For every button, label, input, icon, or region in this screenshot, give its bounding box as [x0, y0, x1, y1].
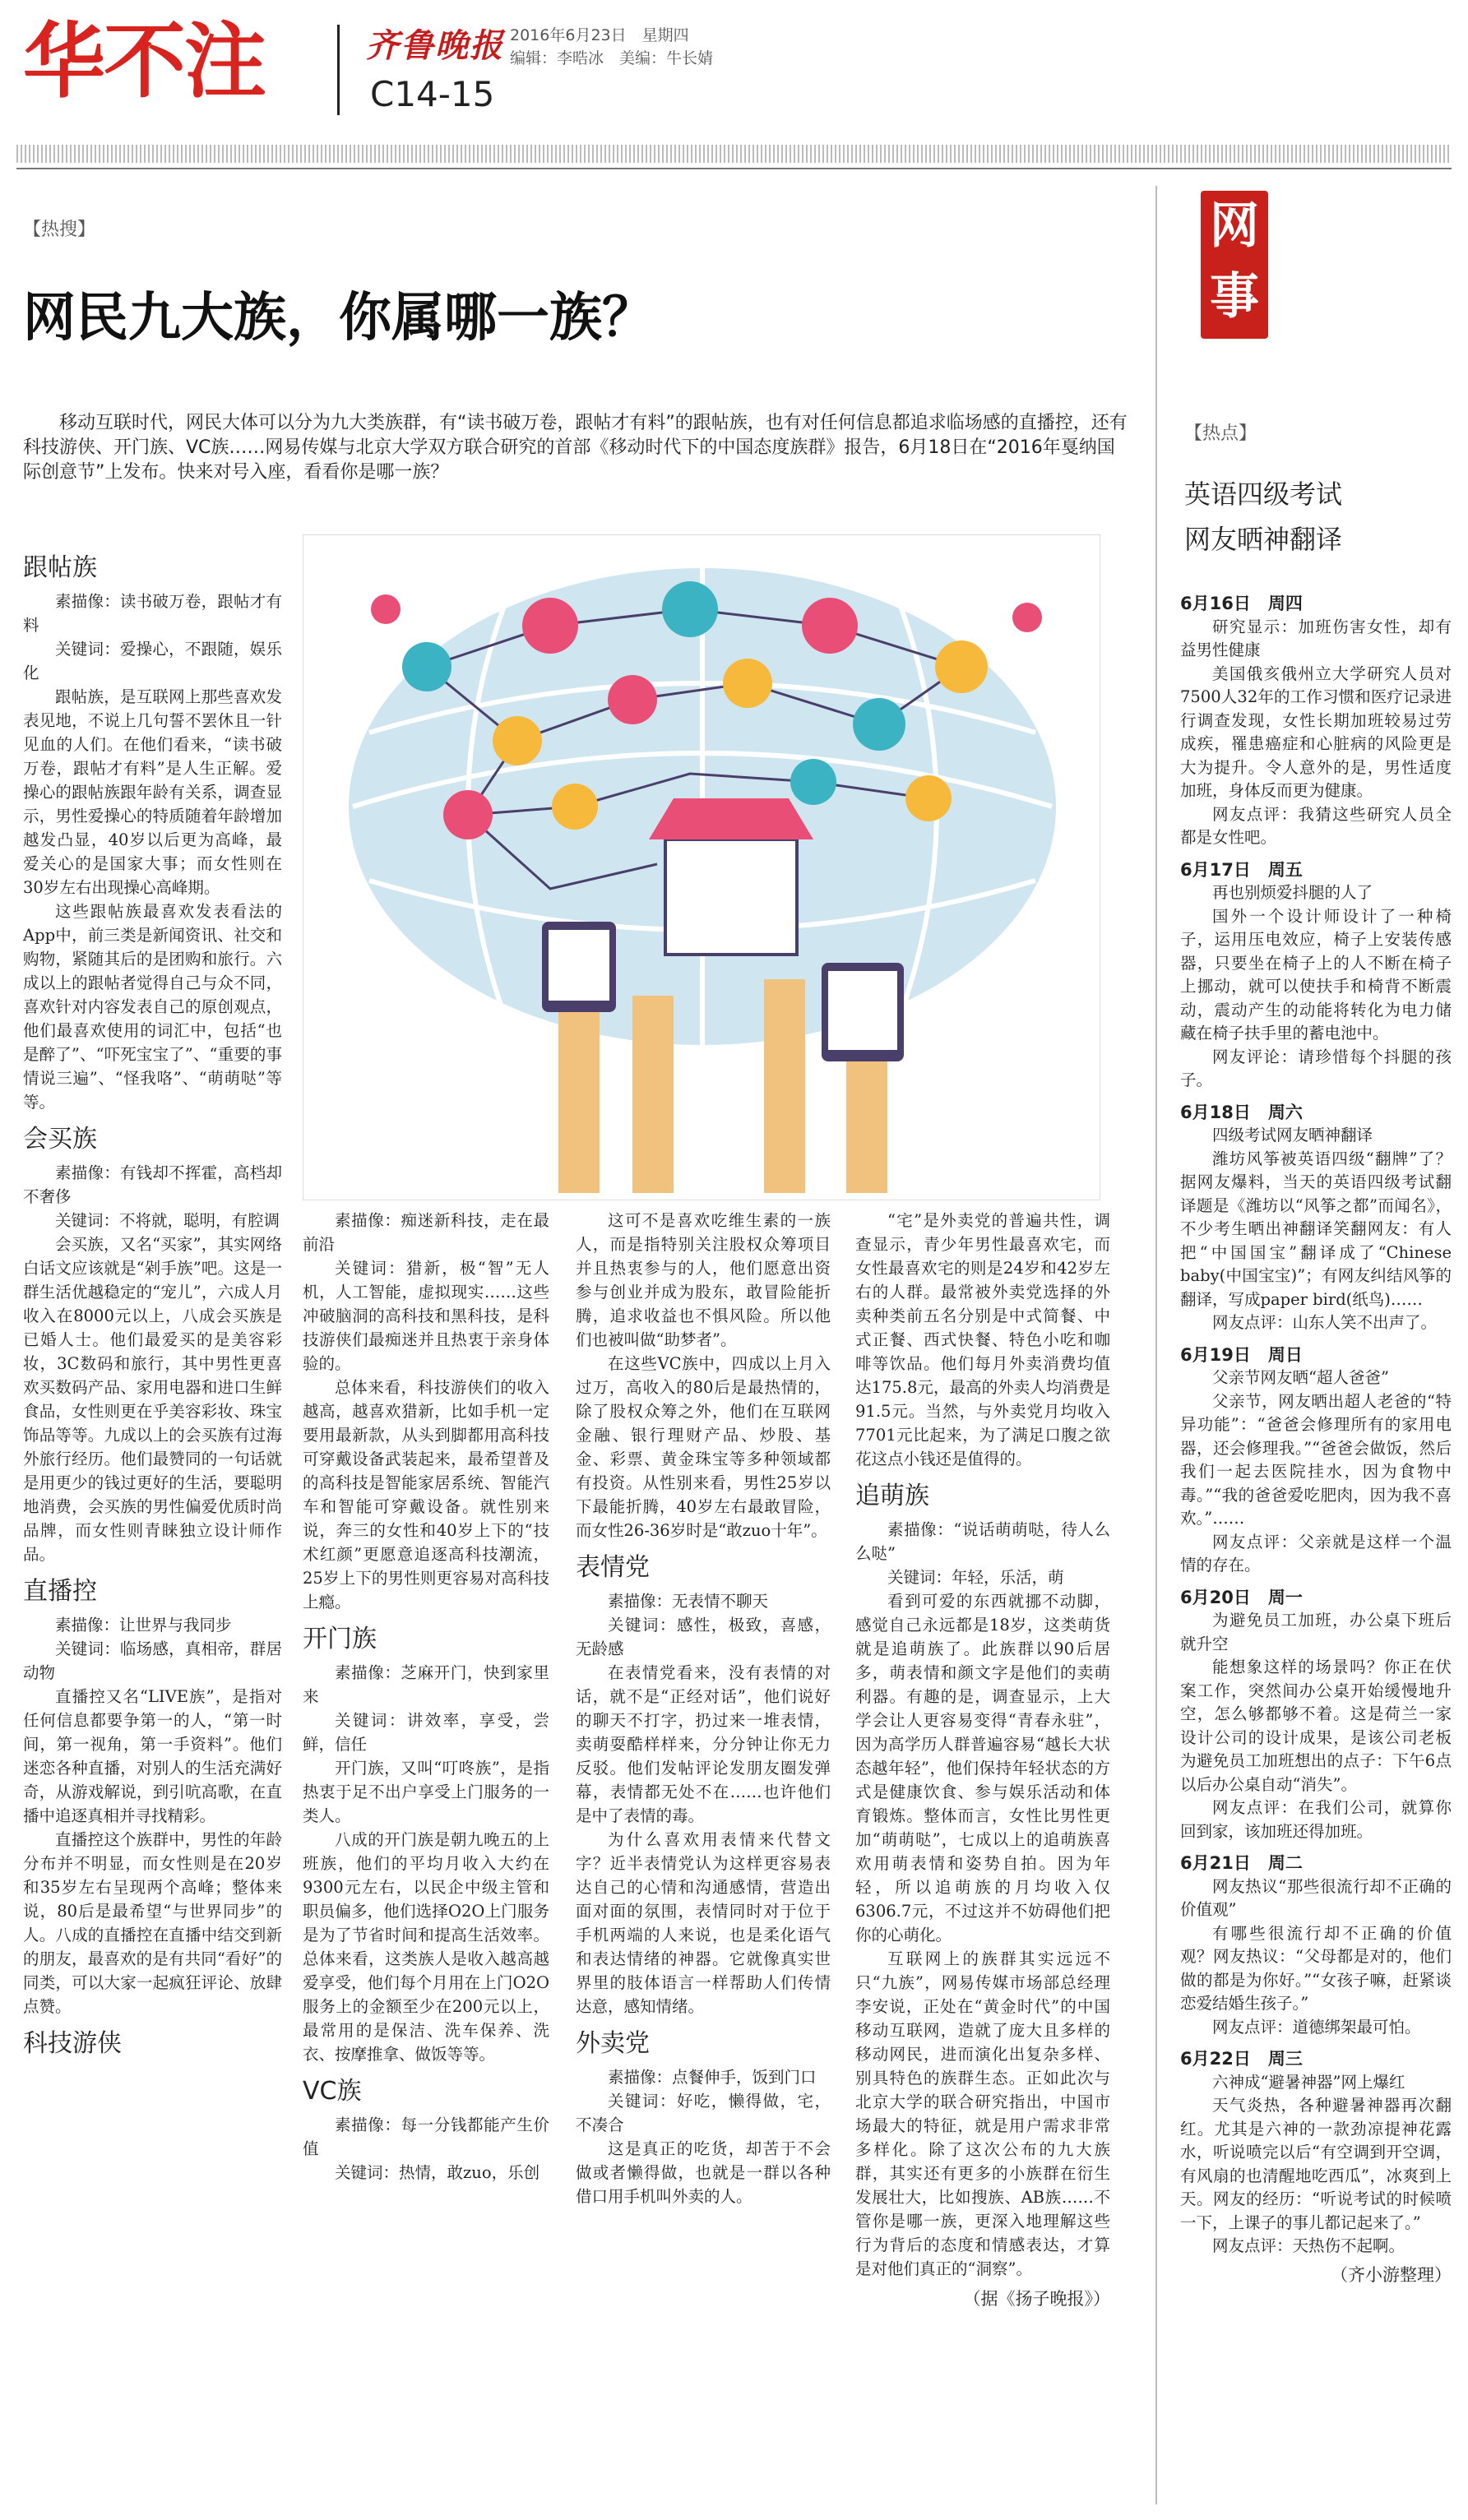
section-title: VC族 [303, 2077, 362, 2106]
entry-body: 父亲节，网友晒出超人老爸的“特异功能”：“爸爸会修理所有的家用电器，还会修理我。”“爸爸会做饭，然后我们一起去医院挂水，因为食物中毒。”“我的爸爸爱吃肥肉，因为我不喜欢。”…… [1180, 1391, 1452, 1528]
entry-head: 为避免员工加班，办公桌下班后就升空 [1180, 1611, 1452, 1653]
entry-head: 研究显示：加班伤害女性，却有益男性健康 [1180, 617, 1452, 659]
section-title: 开门族 [303, 1625, 377, 1653]
entry-date: 6月16日 周四 [1180, 594, 1303, 613]
entry-head: 四级考试网友晒神翻译 [1212, 1126, 1373, 1144]
paragraph: 为什么喜欢用表情来代替文字？近半表情党认为这样更容易表达自己的心情和沟通感情，营造出面对面的氛围，表情同时对于位于手机两端的人来说，也是柔化语气和表达情绪的神器。它就像真实世界里的肢体语言一样帮助人们传情达意，感知情绪。 [576, 1830, 831, 2016]
paragraph: 素描像：让世界与我同步 [55, 1616, 232, 1635]
section-title: 会买族 [23, 1125, 97, 1154]
sidebar-title-line-2: 网友晒神翻译 [1184, 524, 1343, 555]
paragraph: 直播控这个族群中，男性的年龄分布并不明显，而女性则是在20岁和35岁左右呈现两个高峰；整体来说，80后是最希望“与世界同步”的人。八成的直播控在直播中结交到新的朋友，最喜欢的是有共同“看好”的同类，可以大家一起疯狂评论、放肆点赞。 [23, 1830, 282, 2016]
section-title: 科技游侠 [23, 2029, 122, 2058]
paragraph: 素描像：无表情不聊天 [608, 1592, 769, 1611]
paragraph: 关键词：讲效率，享受，尝鲜，信任 [303, 1711, 549, 1754]
editors: 编辑：李晧冰 美编：牛长婧 [510, 49, 714, 67]
entry-date: 6月22日 周三 [1180, 2049, 1303, 2069]
paragraph: 素描像：读书破万卷，跟帖才有料 [23, 592, 282, 635]
paragraph: “宅”是外卖党的普遍共性，调查显示，青少年男性最喜欢宅，而女性最喜欢宅的则是24岁和42岁左右的人群。最常被外卖党选择的外卖种类前五名分别是中式简餐、中式正餐、西式快餐、特色小吃和咖啡等饮品。他们每月外卖消费均值达175.8元，最高的外卖人均消费是91.5元。当然，与外卖党月均收入7701元比起来，为了满足口腹之欲花这点小钱还是值得的。 [855, 1211, 1110, 1468]
article-credit: （据《扬子晚报》） [963, 2289, 1110, 2309]
masthead-rule [16, 145, 1452, 163]
paragraph: 关键词：年轻，乐活，萌 [887, 1568, 1064, 1587]
paragraph: 关键词：爱操心，不跟随，娱乐化 [23, 640, 282, 682]
sidebar-entries [1180, 584, 1452, 2286]
paragraph: 总体来看，科技游侠们的收入越高，越喜欢猎新，比如手机一定要用最新款，从头到脚都用高科技可穿戴设备武装起来，最希望普及的高科技是智能家居系统、智能汽车和智能可穿戴设备。就性别来说，奔三的女性和40岁上下的“技术红颜”更愿意追逐高科技潮流，25岁上下的男性则更容易对高科技上瘾。 [303, 1378, 549, 1611]
entry-comment: 网友点评：父亲就是这样一个温情的存在。 [1180, 1532, 1452, 1574]
sidebar-entry [1180, 1101, 1452, 1335]
issue-date: 2016年6月23日 星期四 [510, 26, 689, 44]
article-column-4 [855, 1209, 1110, 2311]
lead-paragraph: 移动互联时代，网民大体可以分为九大类族群，有“读书破万卷，跟帖才有料”的跟帖族，也有对任何信息都追求临场感的直播控，还有科技游侠、开门族、VC族……网易传媒与北京大学双方联合研究的首部《移动时代下的中国态度族群》报告，6月18日在“2016年戛纳国际创意节”上发布。快来对号入座，看看你是哪一族？ [23, 413, 1128, 483]
entry-head: 六神成“避暑神器”网上爆红 [1212, 2072, 1405, 2092]
paragraph: 互联网上的族群其实远远不只“九族”，网易传媒市场部总经理李安说，正处在“黄金时代”的中国移动互联网，造就了庞大且多样的移动网民，进而演化出复杂多样、别具特色的族群生态。正如此次与北京大学的联合研究指出，中国市场最大的特征，就是用户需求非常多样化。除了这次公布的九大族群，其实还有更多的小族群在衍生发展壮大，比如搜族、AB族……不管你是哪一族，更深入地理解这些行为背后的态度和情感表达，才算是对他们真正的“洞察”。 [855, 1949, 1110, 2278]
entry-body: 美国俄亥俄州立大学研究人员对7500人32年的工作习惯和医疗记录进行调查发现，女性长期加班较易过劳成疾，罹患癌症和心脏病的风险更是大为提升。令人意外的是，男性适度加班，身体反而更为健康。 [1180, 664, 1452, 800]
entry-body: 国外一个设计师设计了一种椅子，运用压电效应，椅子上安装传感器，只要坐在椅子上的人不断在椅子上挪动，就可以使扶手和椅背不断震动，震动产生的动能将转化为电力储藏在椅子扶手里的蓄电池中。 [1180, 906, 1452, 1043]
sidebar-tag: 【热点】 [1184, 423, 1257, 444]
masthead-divider [337, 25, 340, 115]
paragraph: 关键词：猎新，极“智”无人机，人工智能，虚拟现实……这些冲破脑洞的高科技和黑科技，是科技游侠们最痴迷并且热衷于亲身体验的。 [303, 1259, 549, 1373]
entry-comment: 网友点评：我猜这些研究人员全都是女性吧。 [1180, 804, 1452, 847]
paragraph: 素描像：芝麻开门，快到家里来 [303, 1663, 549, 1706]
entry-body: 潍坊风筝被英语四级“翻牌”了？据网友爆料，当天的英语四级考试翻译题是《潍坊以“风筝之都”而闻名》，不少考生晒出神翻译笑翻网友：有人把“中国国宝”翻译成了“Chinese baby(中国宝宝)”；有网友纠结风筝的翻译，写成paper bird(纸鸟)…… [1180, 1149, 1452, 1309]
paragraph: 开门族，又叫“叮咚族”，是指热衷于足不出户享受上门服务的一类人。 [303, 1759, 549, 1825]
masthead-rule-line [16, 168, 1452, 169]
paragraph: 直播控又名“LIVE族”，是指对任何信息都要争第一的人，“第一时间，第一视角，第一手资料”。他们迷恋各种直播，对别人的生活充满好奇，从游戏解说，到引吭高歌，在直播中追逐真相并寻找精彩。 [23, 1687, 282, 1825]
sidebar-entry [1180, 1343, 1452, 1578]
paragraph: 在这些VC族中，四成以上月入过万，高收入的80后是最热情的，除了股权众筹之外，他们在互联网金融、银行理财产品、炒股、基金、彩票、黄金珠宝等多种领域都有投资。从性别来看，男性25岁以下最能折腾，40岁左右最敢冒险，而女性26-36岁时是“敢zuo十年”。 [576, 1354, 831, 1540]
sidebar-divider [1155, 186, 1157, 2504]
paper-name: 齐鲁晚报 [366, 26, 504, 65]
entry-date: 6月18日 周六 [1180, 1102, 1303, 1122]
section-title: 跟帖族 [23, 553, 97, 582]
paragraph: 关键词：感性，极致，喜感，无龄感 [576, 1616, 831, 1658]
paragraph: 关键词：好吃，懒得做，宅，不凑合 [576, 2092, 831, 2134]
sidebar-title-line-1: 英语四级考试 [1184, 479, 1343, 510]
paragraph: 关键词：临场感，真相帝，群居动物 [23, 1639, 282, 1682]
section-title: 表情党 [576, 1553, 650, 1582]
paragraph: 素描像：点餐伸手，饭到门口 [608, 2068, 817, 2087]
entry-comment: 网友点评：天热伤不起啊。 [1212, 2236, 1405, 2255]
entry-date: 6月20日 周一 [1180, 1587, 1303, 1607]
headline: 网民九大族，你属哪一族？ [23, 288, 655, 349]
paragraph: 这些跟帖族最喜欢发表看法的App中，前三类是新闻资讯、社交和购物，紧随其后的是团购和旅行。六成以上的跟帖者觉得自己与众不同，喜欢针对内容发表自己的原创观点，他们最喜欢使用的词汇中，包括“也是醉了”、“吓死宝宝了”、“重要的事情说三遍”、“怪我咯”、“萌萌哒”等等。 [23, 902, 282, 1112]
sidebar-entry [1180, 1586, 1452, 1844]
entry-body: 天气炎热，各种避暑神器再次翻红。尤其是六神的一款劲凉提神花露水，听说喷完以后“有空调到开空调，有风扇的也清醒地吃西瓜”，冰爽到上天。网友的经历：“听说考试的时候喷一下，上课子的事儿都记起来了。” [1180, 2096, 1452, 2232]
section-title: 追萌族 [855, 1482, 929, 1510]
entry-comment: 网友点评：在我们公司，就算你回到家，该加班还得加班。 [1180, 1798, 1452, 1841]
article-tag: 【热搜】 [23, 220, 96, 240]
entry-date: 6月21日 周二 [1180, 1853, 1303, 1873]
paragraph: 看到可爱的东西就挪不动脚，感觉自己永远都是18岁，这类萌货就是追萌族了。此族群以90后居多，萌表情和颜文字是他们的卖萌利器。有趣的是，调查显示，上大学会让人更容易变得“青春永驻”，因为高学历人群普遍容易“越长大状态越年轻”，他们保持年轻状态的方式是健康饮食、参与娱乐活动和体育锻炼。整体而言，女性比男性更加“萌萌哒”，七成以上的追萌族喜欢用萌表情和姿势自拍。因为年轻，所以追萌族的月均收入仅6306.7元，不过这并不妨碍他们把你的心萌化。 [855, 1592, 1110, 1944]
section-title: 直播控 [23, 1577, 97, 1606]
article-column-3 [576, 1209, 831, 2208]
sidebar-entry [1180, 1852, 1452, 2039]
paragraph: 素描像：“说话萌萌哒，待人么么哒” [855, 1520, 1110, 1563]
entry-date: 6月17日 周五 [1180, 859, 1303, 880]
paragraph: 素描像：每一分钱都能产生价值 [303, 2115, 549, 2158]
paragraph: 在表情党看来，没有表情的对话，就不是“正经对话”，他们说好的聊天不打字，扔过来一堆表情，卖萌耍酷样样来，分分钟让你无力反驳。他们发帖评论发朋友圈发弹幕，表情都无处不在……也许他们是中了表情的毒。 [576, 1663, 831, 1825]
article-column-1 [23, 543, 282, 2065]
sidebar-entry [1180, 592, 1452, 850]
entry-body: 能想象这样的场景吗？你正在伏案工作，突然间办公桌开始缓慢地升空，怎么够都够不着。这是荷兰一家设计公司的设计成果，是该公司老板为避免员工加班想出的点子：下午6点以后办公桌自动“消失”。 [1180, 1658, 1452, 1794]
article-column-2 [303, 1209, 549, 2185]
sidebar-stamp: 网事 [1201, 191, 1268, 339]
entry-body: 有哪些很流行却不正确的价值观？网友热议：“父母都是对的，他们做的都是为你好。”“女孩子嘛，赶紧谈恋爱结婚生孩子。” [1180, 1923, 1452, 2013]
page-number: C14-15 [370, 74, 495, 114]
paragraph: 素描像：有钱却不挥霍，高档却不奢侈 [23, 1163, 282, 1206]
sidebar-credit: （齐小游整理） [1331, 2264, 1452, 2285]
paragraph: 关键词：热情，敢zuo，乐创 [335, 2163, 540, 2182]
paragraph: 八成的开门族是朝九晚五的上班族，他们的平均月收入大约在9300元左右，以民企中级主管和职员偏多，他们选择O2O上门服务是为了节省时间和提高生活效率。总体来看，这类族人是收入越高越爱享受，他们每个月用在上门O2O服务上的金额至少在200元以上，最常用的是保洁、洗车保养、洗衣、按摩推拿、做饭等等。 [303, 1830, 549, 2064]
entry-head: 再也别烦爱抖腿的人了 [1212, 883, 1373, 902]
entry-comment: 网友点评：山东人笑不出声了。 [1212, 1313, 1438, 1332]
entry-comment: 网友评论：请珍惜每个抖腿的孩子。 [1180, 1047, 1452, 1089]
illustration [303, 534, 1100, 1200]
paragraph: 跟帖族，是互联网上那些喜欢发表见地，不说上几句誓不罢休且一针见血的人们。在他们看来，“读书破万卷，跟帖才有料”是人生正解。爱操心的跟帖族跟年龄有关系，调查显示，男性爱操心的特质随着年龄增加越发凸显，40岁以后更为高峰，最爱关心的是国家大事；而女性则在30岁左右出现操心高峰期。 [23, 687, 282, 897]
entry-comment: 网友点评：道德绑架最可怕。 [1212, 2017, 1421, 2037]
masthead-title: 华不注 [23, 13, 265, 109]
paragraph: 关键词：不将就，聪明，有腔调 [55, 1211, 280, 1230]
paragraph: 素描像：痴迷新科技，走在最前沿 [303, 1211, 549, 1254]
paragraph: 会买族，又名“买家”，其实网络白话文应该就是“剁手族”吧。这是一群生活优越稳定的“宠儿”，六成人月收入在8000元以上，八成会买族是已婚人士。他们最爱买的是美容彩妆，3C数码和旅行，其中男性更喜欢买数码产品、家用电器和进口生鲜食品，女性则更在乎美容彩妆、珠宝饰品等等。九成以上的会买族有过海外旅行经历。他们最赞同的一句话就是用更少的钱过更好的生活，要聪明地消费，会买族的男性偏爱优质时尚品牌，而女性则青睐独立设计师作品。 [23, 1235, 282, 1564]
sidebar-entry [1180, 2047, 1452, 2259]
globe-network-illustration [303, 535, 1101, 1201]
paragraph: 这可不是喜欢吃维生素的一族人，而是指特别关注股权众筹项目并且热衷参与的人，他们愿意出资参与创业并成为股东，敢冒险能折腾，追求收益也不惧风险。所以他们也被叫做“助梦者”。 [576, 1211, 831, 1349]
entry-head: 网友热议“那些很流行却不正确的价值观” [1180, 1876, 1452, 1919]
paragraph: 这是真正的吃货，却苦于不会做或者懒得做，也就是一群以各种借口用手机叫外卖的人。 [576, 2139, 831, 2206]
section-title: 外卖党 [576, 2029, 650, 2058]
sidebar-entry [1180, 858, 1452, 1093]
entry-head: 父亲节网友晒“超人爸爸” [1212, 1368, 1389, 1387]
entry-date: 6月19日 周日 [1180, 1344, 1303, 1365]
